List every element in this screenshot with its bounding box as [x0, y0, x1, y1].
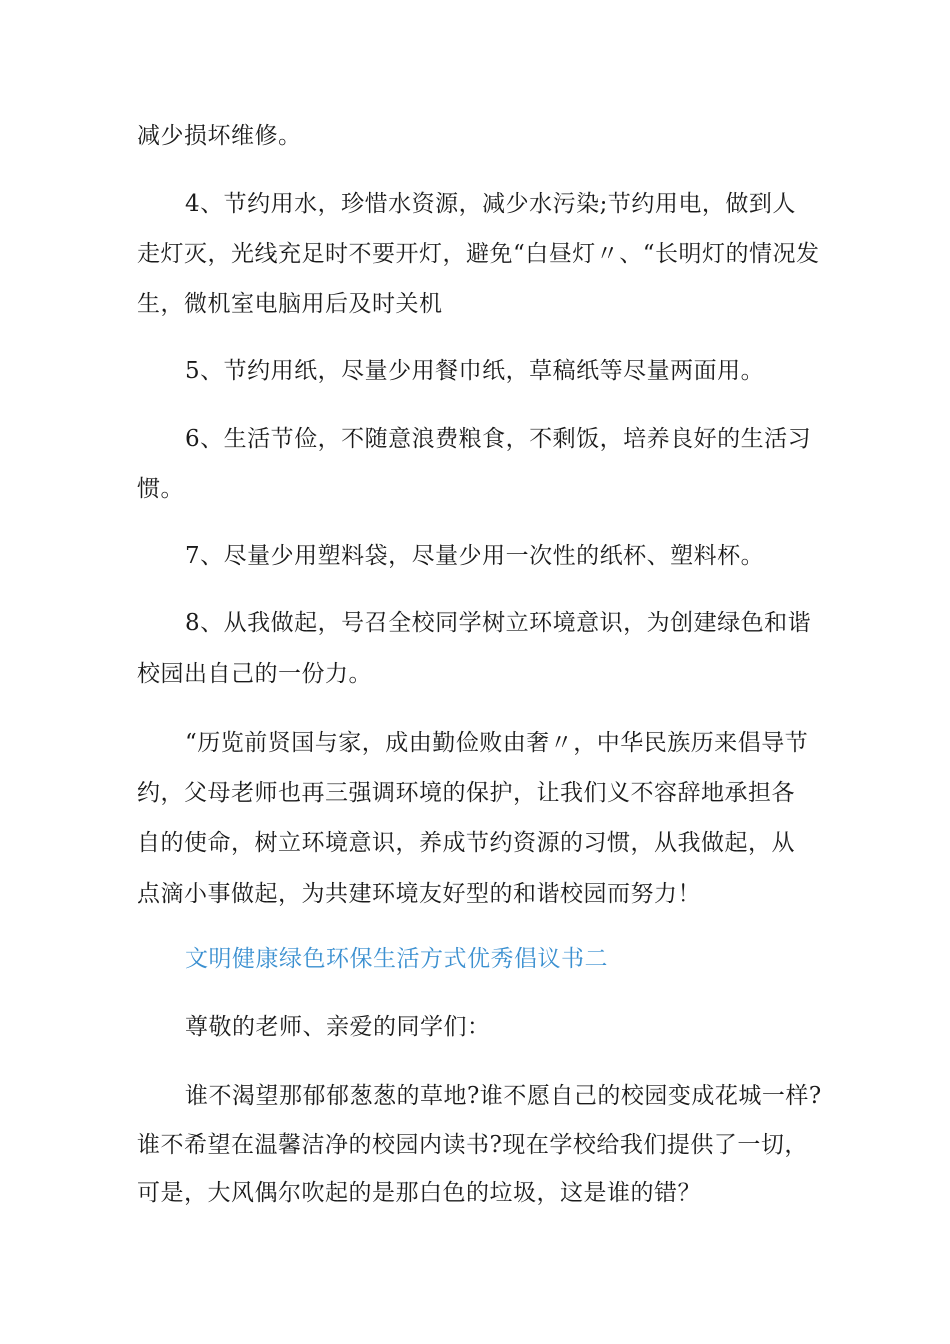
section-heading: 文明健康绿色环保生活方式优秀倡议书二 [185, 946, 608, 972]
list-item-4-line-1: 4、节约用水，珍惜水资源，减少水污染;节约用电，做到人 [185, 191, 796, 217]
list-item-8-line-2: 校园出自己的一份力。 [137, 661, 372, 687]
salutation: 尊敬的老师、亲爱的同学们： [185, 1014, 491, 1040]
list-item-6-line-1: 6、生活节俭，不随意浪费粮食，不剩饭，培养良好的生活习 [185, 426, 812, 452]
paragraph-line: 减少损坏维修。 [137, 123, 302, 149]
closing-paragraph-line-4: 点滴小事做起，为共建环境友好型的和谐校园而努力！ [137, 881, 701, 907]
body-paragraph-line-3: 可是，大风偶尔吹起的是那白色的垃圾，这是谁的错？ [137, 1180, 701, 1206]
body-paragraph-line-2: 谁不希望在温馨洁净的校园内读书?现在学校给我们提供了一切， [137, 1132, 808, 1158]
closing-paragraph-line-3: 自的使命，树立环境意识，养成节约资源的习惯，从我做起，从 [137, 830, 795, 856]
list-item-4-line-2: 走灯灭，光线充足时不要开灯，避免“白昼灯〃、“长明灯的情况发 [137, 241, 820, 267]
list-item-5: 5、节约用纸，尽量少用餐巾纸，草稿纸等尽量两面用。 [185, 358, 765, 384]
closing-paragraph-line-1: “历览前贤国与家，成由勤俭败由奢〃，中华民族历来倡导节 [185, 730, 809, 756]
body-paragraph-line-1: 谁不渴望那郁郁葱葱的草地?谁不愿自己的校园变成花城一样? [185, 1083, 822, 1109]
list-item-8-line-1: 8、从我做起，号召全校同学树立环境意识，为创建绿色和谐 [185, 610, 812, 636]
list-item-6-line-2: 惯。 [137, 476, 184, 502]
list-item-7: 7、尽量少用塑料袋，尽量少用一次性的纸杯、塑料杯。 [185, 543, 765, 569]
list-item-4-line-3: 生，微机室电脑用后及时关机 [137, 291, 443, 317]
closing-paragraph-line-2: 约，父母老师也再三强调环境的保护，让我们义不容辞地承担各 [137, 780, 795, 806]
